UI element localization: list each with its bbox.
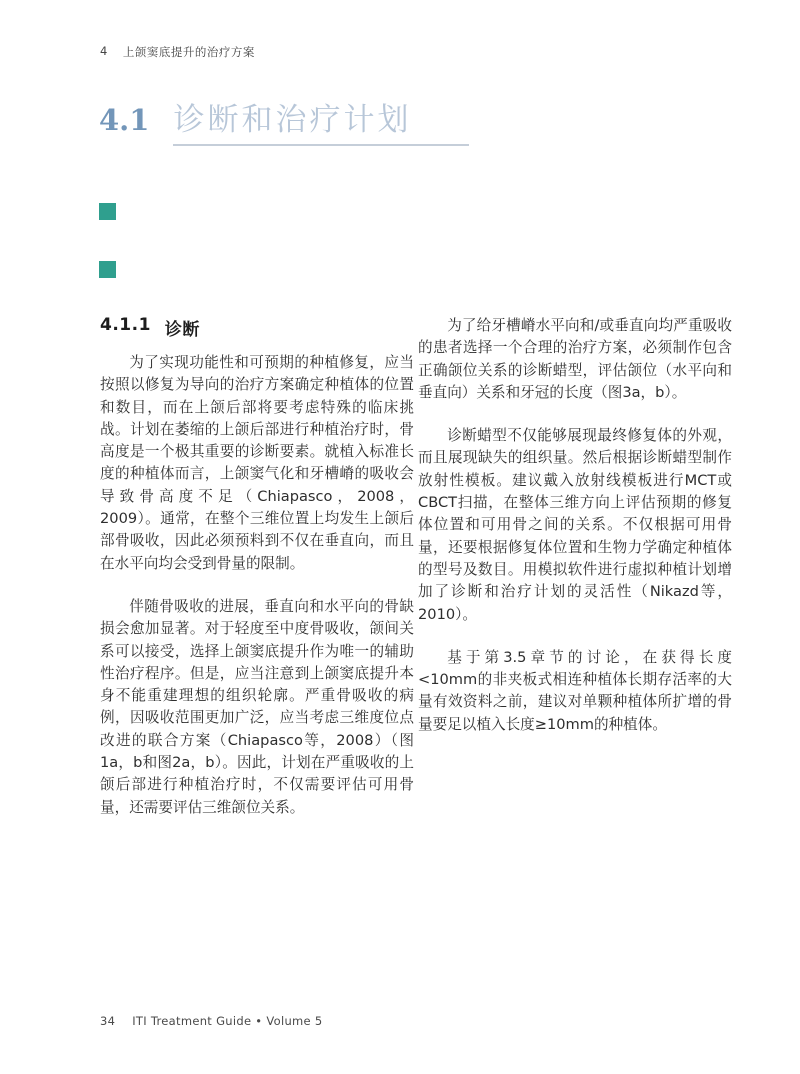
section-title [99,103,469,146]
left-column [100,352,414,840]
right-paragraph-3: 基于第3.5章节的讨论，在获得长度<10mm的非夹板式相连种植体长期存活率的大量有效资料之前，建议对单颗种植体所扩增的骨量要足以植入长度≥10mm的种植体。 [418,648,732,733]
left-paragraph-2: 伴随骨吸收的进展，垂直向和水平向的骨缺损会愈加显著。对于轻度至中度骨吸收，颌间关系可以接受，选择上颌窦底提升作为唯一的辅助性治疗程序。但是，应当注意到上颌窦底提升本身不能重建理想的组织轮廓。严重骨吸收的病例，因吸收范围更加广泛，应当考虑三维度位点改进的联合方案（Chiapasco等，2008）（图1a，b和图2a，b）。因此，计划在严重吸收的上颌后部进行种植治疗时，不仅需要评估可用骨量，还需要评估三维颌位关系。 [100,597,414,816]
right-paragraph-1: 为了给牙槽嵴水平向和/或垂直向均严重吸收的患者选择一个合理的治疗方案，必须制作包含正确颌位关系的诊断蜡型，评估颌位（水平向和垂直向）关系和牙冠的长度（图3a，b）。 [418,317,732,401]
right-paragraph-2: 诊断蜡型不仅能够展现最终修复体的外观，而且展现缺失的组织量。然后根据诊断蜡型制作放射性模板。建议戴入放射线模板进行MCT或CBCT扫描，在整体三维方向上评估预期的修复体位置和可用骨之间的关系。不仅根据可用骨量，还要根据修复体位置和生物力学确定种植体的型号及数目。用模拟软件进行虚拟种植计划增加了诊断和治疗计划的灵活性（Nikazd等，2010）。 [418,427,732,623]
footer-book-title: ITI Treatment Guide • Volume 5 [132,1014,323,1028]
left-paragraph-1: 为了实现功能性和可预期的种植修复，应当按照以修复为导向的治疗方案确定种植体的位置和数目，而在上颌后部将要考虑特殊的临床挑战。计划在萎缩的上颌后部进行种植治疗时，骨高度是一个极其重要的诊断要素。就植入标准长度的种植体而言，上颌窦气化和牙槽嵴的吸收会导致骨高度不足（Chiapasco，2008，2009）。通常，在整个三维位置上均发生上颌后部骨吸收，因此必须预料到不仅在垂直向，而且在水平向均会受到骨量的限制。 [100,354,414,572]
section-number: 4.1 [99,103,150,137]
running-head [100,44,255,60]
footer-page-number: 34 [100,1014,116,1028]
chapter-marker-square-2 [99,261,116,278]
section-title-text: 诊断和治疗计划 [173,103,469,146]
right-column [418,315,732,757]
chapter-marker-square-1 [99,203,116,220]
page-footer [100,1014,322,1028]
running-head-chapter-number: 4 [100,44,108,58]
subsection-number: 4.1.1 [100,315,151,335]
subsection-heading [100,315,200,340]
subsection-title: 诊断 [164,320,200,340]
running-head-chapter-title: 上颌窦底提升的治疗方案 [122,45,255,59]
